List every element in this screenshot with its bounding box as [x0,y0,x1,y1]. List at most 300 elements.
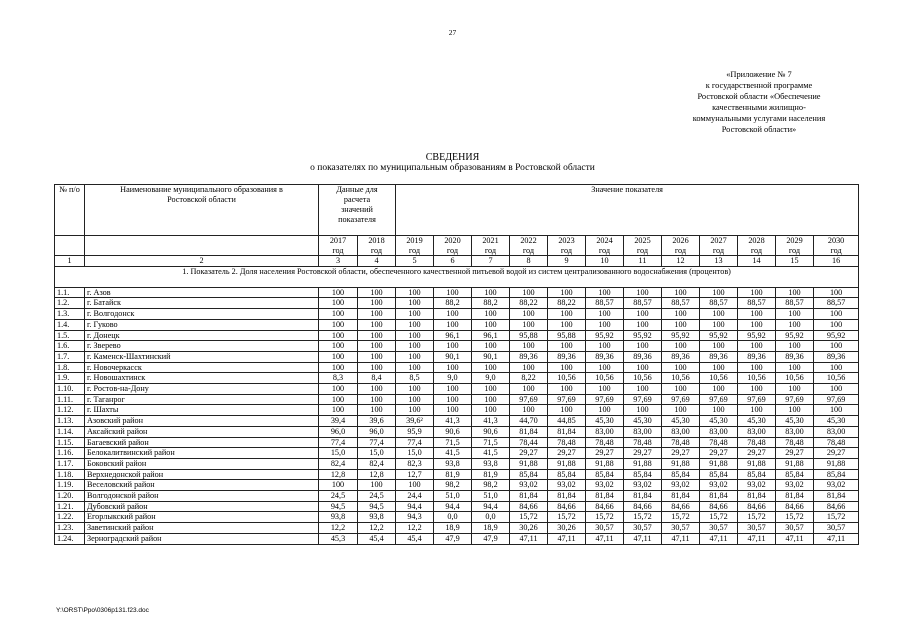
indicator-value: 100 [700,362,738,373]
indicator-value: 100 [472,362,510,373]
indicator-value: 88,57 [586,298,624,309]
indicator-value: 95,88 [510,330,548,341]
municipality-name: Заветинский район [85,523,319,534]
indicator-value: 45,30 [624,416,662,427]
indicator-value: 100 [396,405,434,416]
table-row [55,437,859,448]
indicator-value: 41,3 [434,416,472,427]
row-number: 1.4. [55,319,85,330]
indicator-value: 85,84 [814,469,859,480]
row-number: 1.15. [55,437,85,448]
indicator-value: 81,9 [434,469,472,480]
indicator-value: 100 [700,309,738,320]
indicator-value: 100 [396,362,434,373]
indicator-value: 100 [624,309,662,320]
indicator-value: 29,27 [586,448,624,459]
year-value: 2028 [748,236,765,245]
indicator-value: 100 [396,480,434,491]
year-suffix: год [408,245,421,255]
indicator-value: 100 [776,319,814,330]
indicator-value: 81,84 [662,491,700,502]
indicator-value: 45,30 [662,416,700,427]
indicator-value: 88,22 [548,298,586,309]
indicator-value: 100 [814,309,859,320]
indicator-value: 88,57 [624,298,662,309]
indicator-value: 100 [434,287,472,298]
appendix-line: коммунальными услугами населения [692,114,826,123]
table-row [55,458,859,469]
indicator-value: 71,5 [472,437,510,448]
indicator-value: 84,66 [548,501,586,512]
year-suffix: год [522,245,535,255]
indicator-value: 8,3 [319,373,358,384]
year-header-2028 [738,236,776,256]
indicator-value: 15,72 [662,512,700,523]
indicator-value: 82,4 [358,458,396,469]
indicator-value: 81,84 [700,491,738,502]
indicator-value: 100 [434,319,472,330]
year-suffix: год [484,245,497,255]
indicator-value: 100 [548,309,586,320]
indicator-value: 15,72 [624,512,662,523]
indicator-value: 45,30 [776,416,814,427]
indicator-value: 100 [396,330,434,341]
indicator-value: 89,36 [510,351,548,362]
indicator-value: 95,88 [548,330,586,341]
indicator-value: 81,84 [510,491,548,502]
indicator-value: 100 [586,384,624,395]
indicator-value: 83,00 [662,426,700,437]
indicator-value: 100 [358,384,396,395]
indicator-value: 100 [396,309,434,320]
indicator-value: 100 [738,341,776,352]
column-number: 10 [586,256,624,267]
year-header-2020 [434,236,472,256]
indicator-value: 100 [319,362,358,373]
indicator-value: 100 [434,362,472,373]
indicator-value: 85,84 [510,469,548,480]
indicator-value: 89,36 [548,351,586,362]
indicator-value: 15,0 [358,448,396,459]
indicator-value: 100 [472,319,510,330]
indicator-value: 91,88 [586,458,624,469]
indicator-value: 30,57 [738,523,776,534]
indicator-value: 100 [434,341,472,352]
indicator-value: 88,2 [472,298,510,309]
column-number: 3 [319,256,358,267]
indicator-value: 45,4 [396,533,434,544]
year-value: 2025 [634,236,651,245]
column-number: 5 [396,256,434,267]
row-number: 1.8. [55,362,85,373]
indicator-value: 100 [472,405,510,416]
indicator-value: 10,56 [624,373,662,384]
indicator-value: 45,30 [814,416,859,427]
municipality-name: Боковский район [85,458,319,469]
column-number: 8 [510,256,548,267]
row-number: 1.20. [55,491,85,502]
table-row [55,341,859,352]
indicator-value: 9,0 [434,373,472,384]
year-header-2021 [472,236,510,256]
section-title: 1. Показатель 2. Доля населения Ростовской области, обеспеченного качественной питьевой водой из систем централизованного водоснабжения (процентов) [55,266,859,287]
indicator-value: 81,84 [548,426,586,437]
municipality-name: Багаевский район [85,437,319,448]
municipality-name: г. Новошахтинск [85,373,319,384]
indicator-value: 47,11 [814,533,859,544]
indicator-value: 84,66 [700,501,738,512]
year-suffix: год [332,245,344,255]
indicator-value: 100 [548,287,586,298]
table-row [55,351,859,362]
municipality-name: г. Таганрог [85,394,319,405]
year-suffix: год [750,245,763,255]
indicator-value: 41,3 [472,416,510,427]
indicator-value: 100 [700,384,738,395]
indicator-value: 100 [319,298,358,309]
column-number: 4 [358,256,396,267]
year-value: 2026 [672,236,689,245]
indicator-value: 100 [472,394,510,405]
indicator-value: 100 [548,362,586,373]
indicator-value: 29,27 [548,448,586,459]
municipality-name: Азовский район [85,416,319,427]
row-number: 1.23. [55,523,85,534]
indicator-value: 100 [662,287,700,298]
indicator-value: 47,9 [434,533,472,544]
indicator-value: 100 [396,287,434,298]
indicator-value: 29,27 [814,448,859,459]
year-suffix: год [560,245,573,255]
indicator-value: 100 [586,309,624,320]
indicator-value: 98,2 [472,480,510,491]
indicator-value: 100 [510,309,548,320]
indicator-value: 98,2 [434,480,472,491]
indicator-value: 100 [434,384,472,395]
row-number: 1.1. [55,287,85,298]
column-number: 1 [55,256,85,267]
indicator-value: 93,02 [586,480,624,491]
municipality-name: г. Батайск [85,298,319,309]
indicator-value: 12,2 [396,523,434,534]
indicator-value: 100 [814,287,859,298]
indicator-value: 94,3 [396,512,434,523]
year-value: 2029 [786,236,803,245]
indicator-value: 45,4 [358,533,396,544]
year-value: 2023 [558,236,575,245]
indicator-value: 15,72 [738,512,776,523]
municipality-name: г. Азов [85,287,319,298]
indicator-value: 100 [624,319,662,330]
indicator-value: 100 [358,394,396,405]
indicator-value: 29,27 [662,448,700,459]
indicator-value: 100 [358,287,396,298]
indicator-value: 97,69 [624,394,662,405]
table-row [55,448,859,459]
municipality-name: Веселовский район [85,480,319,491]
indicator-value: 89,36 [586,351,624,362]
indicator-value: 39,6 [358,416,396,427]
indicator-value: 47,11 [586,533,624,544]
indicator-value: 89,36 [662,351,700,362]
indicator-value: 100 [396,341,434,352]
indicator-value: 95,92 [700,330,738,341]
municipality-name: г. Шахты [85,405,319,416]
indicator-value: 88,57 [700,298,738,309]
indicator-value: 88,57 [662,298,700,309]
indicator-value: 89,36 [738,351,776,362]
indicator-value: 47,11 [624,533,662,544]
indicator-value: 77,4 [319,437,358,448]
municipality-name: г. Донецк [85,330,319,341]
indicator-value: 100 [738,287,776,298]
row-number: 1.7. [55,351,85,362]
indicator-value: 45,30 [700,416,738,427]
indicator-value: 15,72 [814,512,859,523]
indicator-value: 100 [472,309,510,320]
indicator-value: 100 [319,405,358,416]
indicator-value: 100 [358,351,396,362]
table-row [55,501,859,512]
indicator-value: 85,84 [662,469,700,480]
indicator-value: 91,88 [662,458,700,469]
indicator-value: 100 [358,405,396,416]
table-row [55,426,859,437]
year-suffix: год [788,245,801,255]
indicator-value: 85,84 [586,469,624,480]
table-row [55,287,859,298]
indicator-value: 93,8 [472,458,510,469]
indicator-value: 81,84 [776,491,814,502]
row-number: 1.10. [55,384,85,395]
indicator-value: 97,69 [738,394,776,405]
indicator-value: 94,4 [434,501,472,512]
indicator-value: 100 [472,341,510,352]
indicator-value: 100 [548,405,586,416]
indicator-value: 88,57 [738,298,776,309]
indicator-value: 100 [586,362,624,373]
indicator-value: 45,30 [738,416,776,427]
year-header-2029 [776,236,814,256]
table-row [55,523,859,534]
indicator-value: 12,2 [319,523,358,534]
indicator-value: 83,00 [776,426,814,437]
indicator-value: 81,84 [738,491,776,502]
indicator-value: 100 [776,287,814,298]
indicator-value: 91,88 [776,458,814,469]
municipality-name: Зерноградский район [85,533,319,544]
year-value: 2019 [406,236,423,245]
indicator-value: 100 [586,341,624,352]
indicator-value: 47,11 [662,533,700,544]
year-blank [55,236,85,256]
indicator-value: 100 [510,341,548,352]
indicator-value: 100 [548,341,586,352]
indicators-table [54,184,859,545]
indicator-value: 100 [776,405,814,416]
indicator-value: 29,27 [700,448,738,459]
file-path-footer: Y:\ORST\Ppo\0306p131.f23.doc [56,607,149,614]
year-header-2030 [814,236,859,256]
indicator-value: 94,5 [319,501,358,512]
indicator-value: 81,84 [586,491,624,502]
indicator-value: 100 [358,319,396,330]
indicator-value: 41,5 [472,448,510,459]
column-number: 12 [662,256,700,267]
year-value: 2024 [596,236,613,245]
column-number: 13 [700,256,738,267]
indicator-value: 93,02 [700,480,738,491]
indicator-value: 100 [662,362,700,373]
year-value: 2018 [368,236,385,245]
indicator-value: 78,48 [738,437,776,448]
column-number: 15 [776,256,814,267]
indicator-value: 100 [738,319,776,330]
column-number: 6 [434,256,472,267]
indicator-value: 97,69 [814,394,859,405]
indicator-value: 88,2 [434,298,472,309]
indicator-value: 100 [396,384,434,395]
year-header-2026 [662,236,700,256]
indicator-value: 39,4 [319,416,358,427]
indicator-value: 85,84 [548,469,586,480]
municipality-name: г. Ростов-на-Дону [85,384,319,395]
indicator-value: 89,36 [700,351,738,362]
indicator-value: 91,88 [510,458,548,469]
indicator-value: 88,57 [776,298,814,309]
year-header-2018 [358,236,396,256]
indicator-value: 12,8 [319,469,358,480]
indicator-value: 47,11 [776,533,814,544]
indicator-value: 100 [434,309,472,320]
indicator-value: 100 [358,362,396,373]
indicator-value: 51,0 [434,491,472,502]
indicator-value: 100 [434,405,472,416]
indicator-value: 29,27 [738,448,776,459]
page-number: 27 [448,28,457,37]
year-header-2023 [548,236,586,256]
header-value: Значение показателя [396,185,859,236]
indicator-value: 93,8 [434,458,472,469]
indicator-value: 12,8 [358,469,396,480]
indicator-value: 30,57 [814,523,859,534]
appendix-line: к государственной программе [705,81,813,90]
indicator-value: 84,66 [776,501,814,512]
indicator-value: 93,02 [776,480,814,491]
indicator-value: 15,0 [319,448,358,459]
indicator-value: 100 [510,287,548,298]
document-title [0,152,905,174]
indicator-value: 10,56 [738,373,776,384]
indicator-value: 95,9 [396,426,434,437]
indicator-value: 96,1 [434,330,472,341]
indicator-value: 82,4 [319,458,358,469]
indicator-value: 95,92 [586,330,624,341]
title-subtitle: о показателях по муниципальным образованиям в Ростовской области [310,163,595,173]
indicator-value: 100 [319,351,358,362]
indicator-value: 94,5 [358,501,396,512]
indicator-value: 97,69 [586,394,624,405]
indicator-value: 84,66 [510,501,548,512]
table-row [55,480,859,491]
indicator-value: 100 [814,341,859,352]
indicator-value: 93,02 [662,480,700,491]
row-number: 1.5. [55,330,85,341]
indicator-value: 89,36 [624,351,662,362]
indicator-value: 8,22 [510,373,548,384]
indicator-value: 78,44 [510,437,548,448]
year-suffix: год [370,245,383,255]
indicator-value: 100 [738,405,776,416]
indicator-value: 100 [586,405,624,416]
year-suffix: год [446,245,459,255]
municipality-name: г. Волгодонск [85,309,319,320]
table-row [55,469,859,480]
indicator-value: 89,36 [776,351,814,362]
year-header-2024 [586,236,624,256]
column-number: 9 [548,256,586,267]
indicator-value: 45,30 [586,416,624,427]
indicator-value: 100 [434,394,472,405]
indicator-value: 30,57 [586,523,624,534]
indicator-value: 93,8 [319,512,358,523]
indicator-value: 8,4 [358,373,396,384]
year-header-2022 [510,236,548,256]
indicator-value: 47,11 [700,533,738,544]
table-row [55,491,859,502]
indicator-value: 77,4 [396,437,434,448]
indicator-value: 10,56 [662,373,700,384]
row-number: 1.11. [55,394,85,405]
indicator-value: 24,5 [319,491,358,502]
indicator-value: 95,92 [662,330,700,341]
indicator-value: 91,88 [700,458,738,469]
indicator-value: 100 [396,394,434,405]
municipality-name: Белокалитвинский район [85,448,319,459]
column-number: 2 [85,256,319,267]
indicator-value: 100 [624,287,662,298]
indicator-value: 85,84 [624,469,662,480]
indicator-value: 100 [319,341,358,352]
indicator-value: 100 [358,309,396,320]
row-number: 1.18. [55,469,85,480]
indicator-value: 100 [358,341,396,352]
table-row [55,533,859,544]
indicator-value: 84,66 [586,501,624,512]
indicator-value: 95,92 [624,330,662,341]
indicator-value: 78,48 [586,437,624,448]
table-row [55,309,859,320]
table-row [55,298,859,309]
indicator-value: 100 [700,341,738,352]
indicator-value: 100 [700,319,738,330]
year-header-2027 [700,236,738,256]
indicator-value: 0,0 [434,512,472,523]
municipality-name: Волгодонской район [85,491,319,502]
indicator-value: 97,69 [700,394,738,405]
municipality-name: г. Каменск-Шахтинский [85,351,319,362]
indicator-value: 81,84 [624,491,662,502]
indicator-value: 81,84 [814,491,859,502]
indicator-value: 47,11 [510,533,548,544]
indicator-value: 84,66 [814,501,859,512]
table-row [55,362,859,373]
appendix-line: Ростовской области» [721,125,797,134]
indicator-value: 10,56 [776,373,814,384]
indicator-value: 84,66 [662,501,700,512]
year-header-2019 [396,236,434,256]
indicator-value: 84,66 [624,501,662,512]
